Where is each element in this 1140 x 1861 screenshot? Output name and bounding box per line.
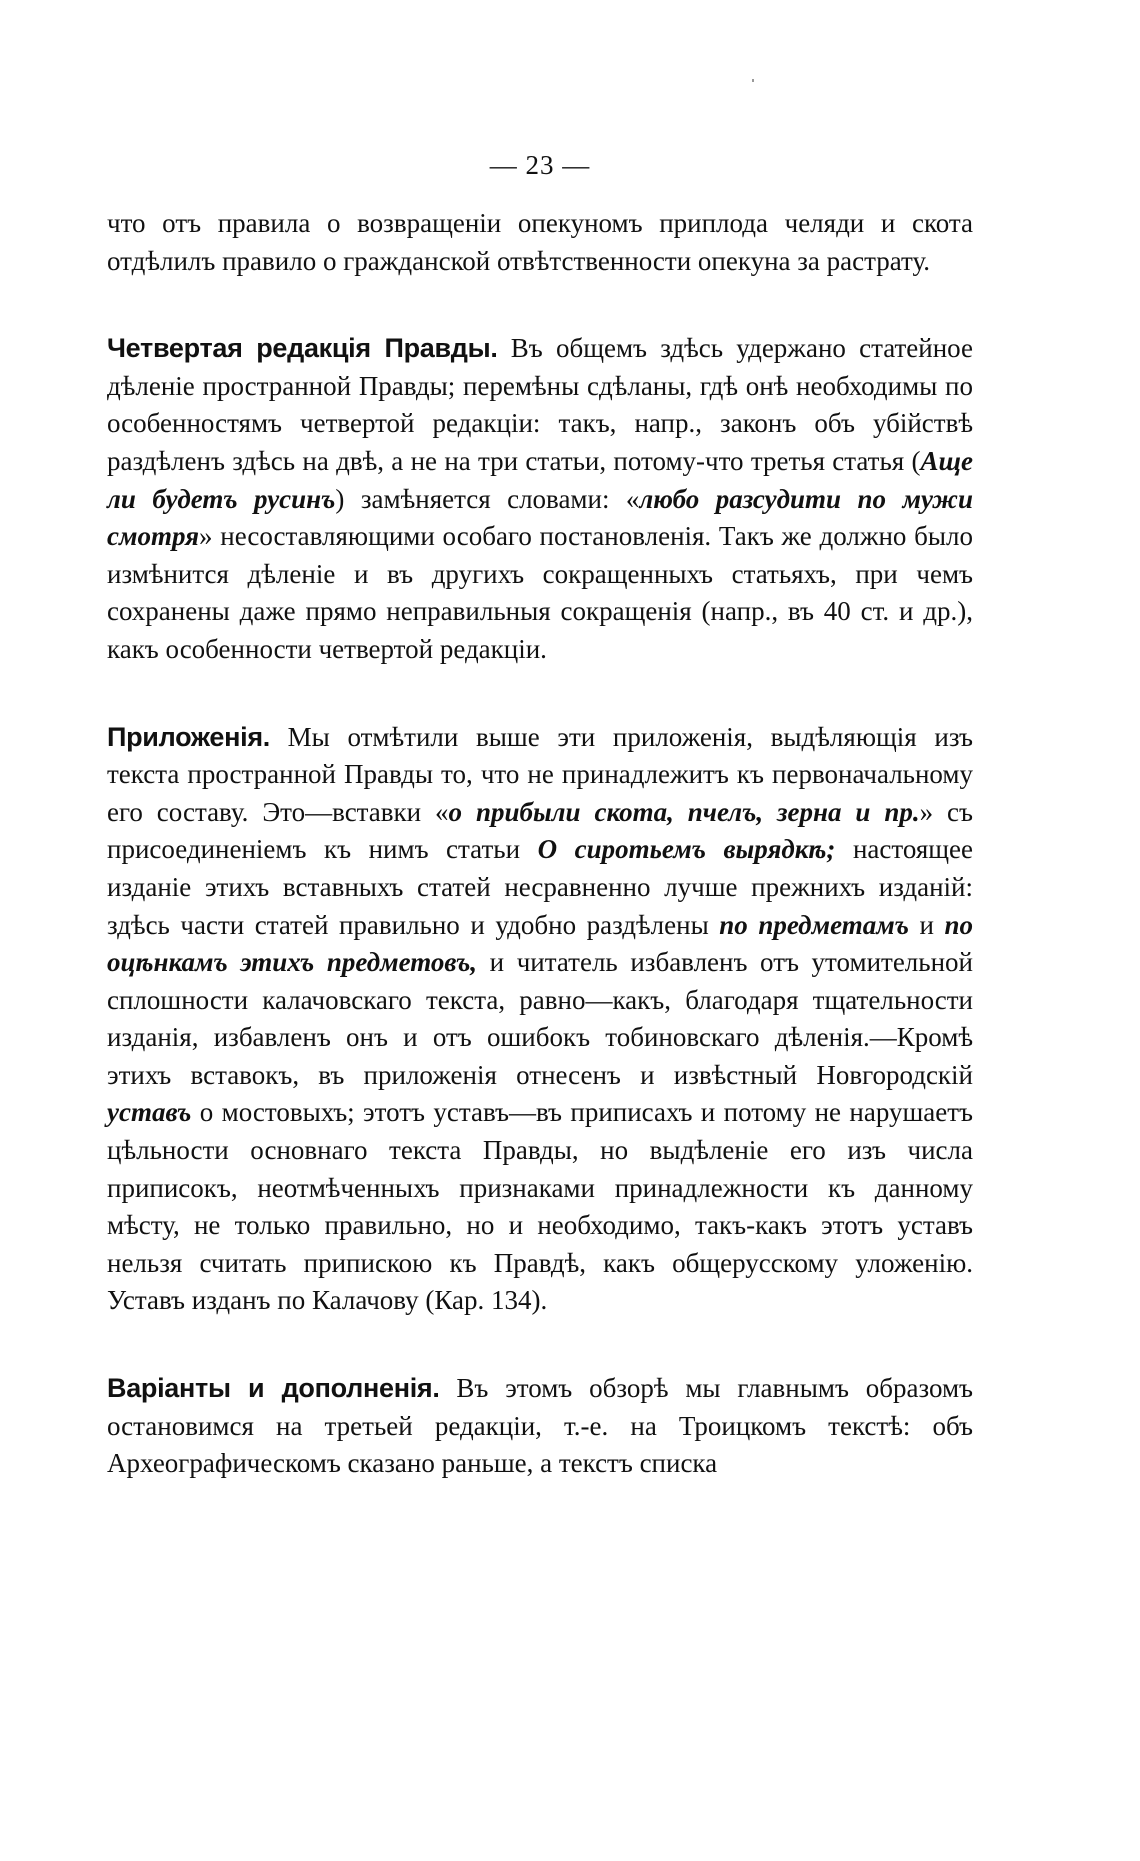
italic-quote: о прибыли скота, пчелъ, зерна и пр. — [448, 796, 920, 827]
section-heading-appendices: Приложенія. — [107, 721, 270, 752]
paragraph-text: Мы отмѣтили выше эти приложенія, выдѣляющія изъ текста пространной Правды то, что не принадлежитъ къ первоначальному его составу. Это—вставки « — [107, 721, 973, 827]
section-heading-fourth-redaction: Четвертая редакція Правды. — [107, 333, 498, 364]
page-number: — 23 — — [489, 150, 591, 180]
paragraph-variants — [107, 1370, 973, 1483]
paragraph-text: » несоставляющими особаго постановленія. Такъ же должно было измѣнится дѣленіе и въ другихъ сокращенныхъ статьяхъ, при чемъ сохранены даже прямо неправильныя сокращенія (напр., въ 40 ст. и др.), какъ особенности четвертой редакціи. — [107, 521, 973, 664]
paragraph-text: и — [908, 909, 945, 940]
paragraph-text: Въ этомъ обзорѣ мы главнымъ образомъ остановимся на третьей редакціи, т.-е. на Троицкомъ текстѣ: объ Археографическомъ сказано раньше, а текстъ списка — [107, 1373, 973, 1479]
italic-quote: любо разсудити по мужи смотря — [107, 483, 973, 552]
italic-term: по оцѣнкамъ этихъ предметовъ, — [107, 909, 973, 978]
italic-term: по предметамъ — [719, 909, 909, 940]
paragraph-text: ) замѣняется словами: « — [335, 483, 640, 514]
paragraph-text: Въ общемъ здѣсь удержано статейное дѣленіе пространной Правды; перемѣны сдѣланы, гдѣ онѣ необходимы по особенностямъ четвертой редакціи: такъ, напр., законъ объ убійствѣ раздѣленъ здѣсь на двѣ, а не на три статьи, потому-что третья статья ( — [107, 333, 973, 476]
italic-quote: Аще ли будетъ русинъ — [107, 445, 973, 514]
section-heading-variants: Варіанты и дополненія. — [107, 1373, 440, 1404]
paragraph-appendices — [107, 719, 973, 1321]
paragraph-text: что отъ правила о возвращеніи опекуномъ приплода челяди и скота отдѣлилъ правило о гражданской отвѣтственности опекуна за растрату. — [107, 208, 973, 276]
paragraph-gap — [107, 669, 973, 719]
paragraph-gap — [107, 1320, 973, 1370]
paragraph-text: о мостовыхъ; этотъ уставъ—въ приписахъ и потому не нарушаетъ цѣльности основнаго текста Правды, но выдѣленіе его изъ числа приписокъ, неотмѣченныхъ признаками принадлежности къ данному мѣсту, не только правильно, но и необходимо, такъ-какъ этотъ уставъ нельзя считать припискою къ Правдѣ, какъ общерусскому уложенію. Уставъ изданъ по Калачову (Кар. 134). — [107, 1097, 973, 1316]
paragraph-text: настоящее изданіе этихъ вставныхъ статей несравненно лучше прежнихъ изданій: здѣсь части статей правильно и удобно раздѣлены — [107, 834, 973, 940]
page-body — [107, 150, 973, 1483]
paragraph-gap — [107, 280, 973, 330]
paragraph-continuation — [107, 205, 973, 280]
italic-quote: О сиротьемъ вырядкѣ; — [537, 834, 836, 865]
italic-term: уставъ — [107, 1097, 192, 1128]
paragraph-text: и читатель избавленъ отъ утомительной сплошности калачовскаго текста, равно—какъ, благодаря тщательности изданія, избавленъ онъ и отъ ошибокъ тобиновскаго дѣленія.—Кромѣ этихъ вставокъ, въ приложенія отнесенъ и извѣстный Новгородскій — [107, 947, 973, 1090]
scan-speck — [752, 79, 754, 82]
paragraph-text: » съ присоединеніемъ къ нимъ статьи — [107, 796, 973, 865]
paragraph-fourth-redaction — [107, 330, 973, 668]
